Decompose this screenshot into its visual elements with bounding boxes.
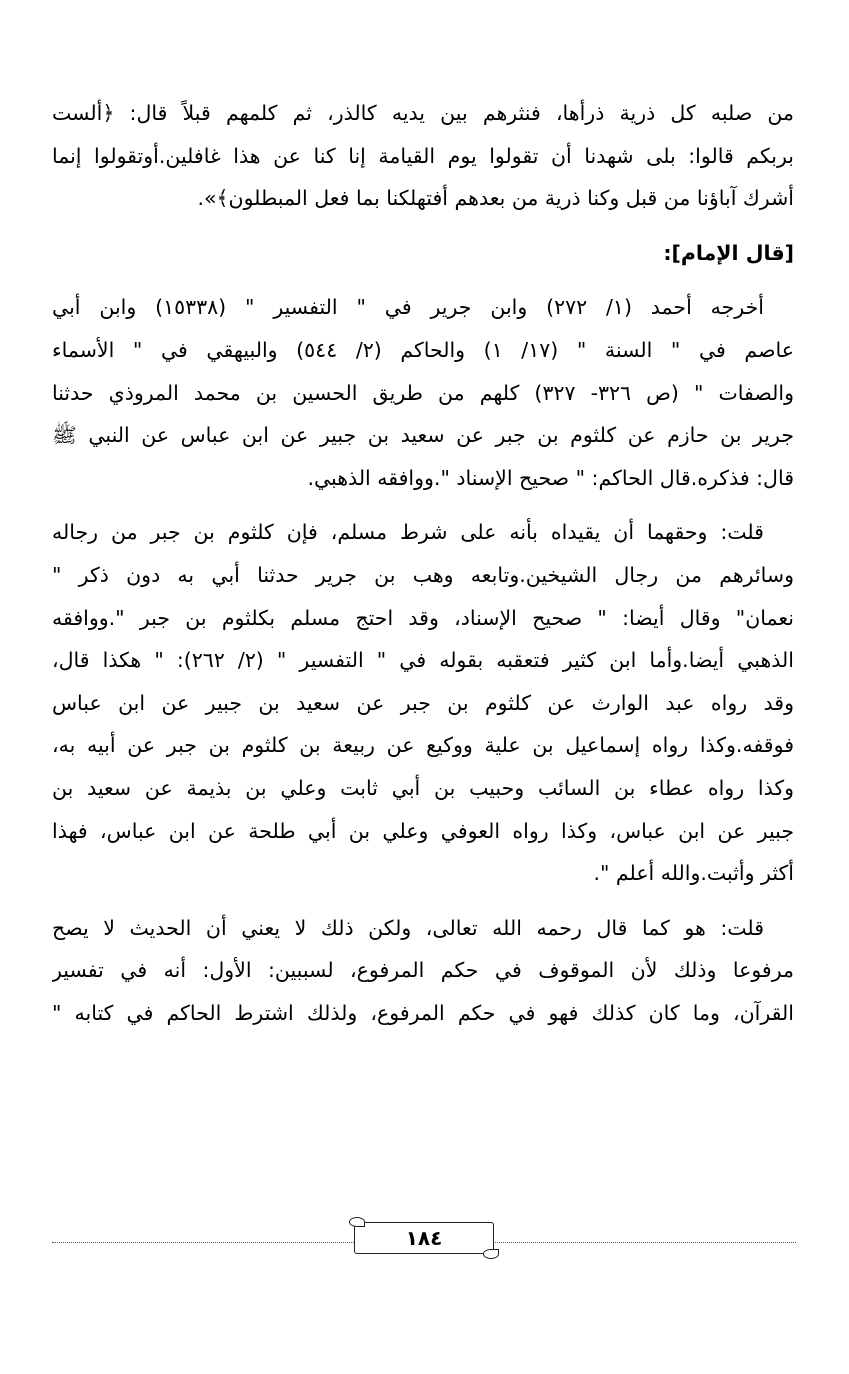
text-line: الذهبي أيضا.وأما ابن كثير فتعقبه بقوله في " التفسير " (٢/ ٢٦٢): " هكذا قال،	[52, 648, 794, 673]
text-line: قلت: هو كما قال رحمه الله تعالى، ولكن ذلك لا يعني أن الحديث لا يصح	[52, 915, 764, 940]
section-heading: [قال الإمام]:	[663, 240, 794, 265]
text-line: القرآن، وما كان كذلك فهو في حكم المرفوع، ولذلك اشترط الحاكم في كتابه "	[52, 1000, 794, 1025]
paragraph-ruling	[52, 907, 794, 1035]
text-line: مرفوعا وذلك لأن الموقوف في حكم المرفوع، لسببين: الأول: أنه في تفسير	[52, 958, 794, 983]
text-line: والصفات " (ص ٣٢٦- ٣٢٧) كلهم من طريق الحسين بن محمد المروذي حدثنا	[52, 380, 794, 405]
text-line: قال: فذكره.قال الحاكم: " صحيح الإسناد ".ووافقه الذهبي.	[307, 465, 794, 490]
text-line: وقد رواه عبد الوارث عن كلثوم بن جبر عن سعيد بن جبير عن ابن عباس	[52, 690, 794, 715]
text-line: عاصم في " السنة " (١٧/ ١) والحاكم (٢/ ٥٤٤) والبيهقي في " الأسماء	[52, 337, 794, 362]
text-line: قلت: وحقهما أن يقيداه بأنه على شرط مسلم، فإن كلثوم بن جبر من رجاله	[52, 520, 764, 545]
text-line: جرير بن حازم عن كلثوم بن جبر عن سعيد بن جبير عن ابن عباس عن النبي ﷺ	[52, 423, 794, 448]
text-line: أشرك آباؤنا من قبل وكنا ذرية من بعدهم أفتهلكنا بما فعل المبطلون﴾».	[197, 186, 794, 211]
text-line: جبير عن ابن عباس، وكذا رواه العوفي وعلي بن أبي طلحة عن ابن عباس، فهذا	[52, 818, 794, 843]
page-number: ١٨٤	[405, 1226, 443, 1250]
text-line: من صلبه كل ذرية ذرأها، فنثرهم بين يديه كالذر، ثم كلمهم قبلاً قال: ﴿ألست	[52, 101, 794, 125]
paragraph-takhrij	[52, 286, 794, 499]
text-line: نعمان" وقال أيضا: " صحيح الإسناد، وقد احتج مسلم بكلثوم بن جبر ".ووافقه	[52, 605, 794, 630]
page-footer	[52, 1222, 796, 1262]
paragraph-commentary	[52, 511, 794, 894]
page-body	[52, 92, 794, 1034]
text-line: أكثر وأثبت.والله أعلم ".	[593, 861, 794, 886]
text-line: أخرجه أحمد (١/ ٢٧٢) وابن جرير في " التفسير " (١٥٣٣٨) وابن أبي	[52, 295, 764, 320]
text-line: وكذا رواه عطاء بن السائب وحبيب بن أبي ثابت وعلي بن بذيمة عن سعيد بن	[52, 775, 794, 800]
paragraph-quran-verse	[52, 92, 794, 220]
text-line: وسائرهم من رجال الشيخين.وتابعه وهب بن جرير حدثنا أبي به دون ذكر "	[52, 562, 794, 587]
page-number-frame	[354, 1222, 494, 1254]
text-line: فوقفه.وكذا رواه إسماعيل بن علية ووكيع عن ربيعة بن كلثوم بن جبر عن أبيه به،	[52, 733, 794, 758]
text-line: بربكم قالوا: بلى شهدنا أن تقولوا يوم القيامة إنا كنا عن هذا غافلين.أوتقولوا إنما	[52, 143, 794, 168]
